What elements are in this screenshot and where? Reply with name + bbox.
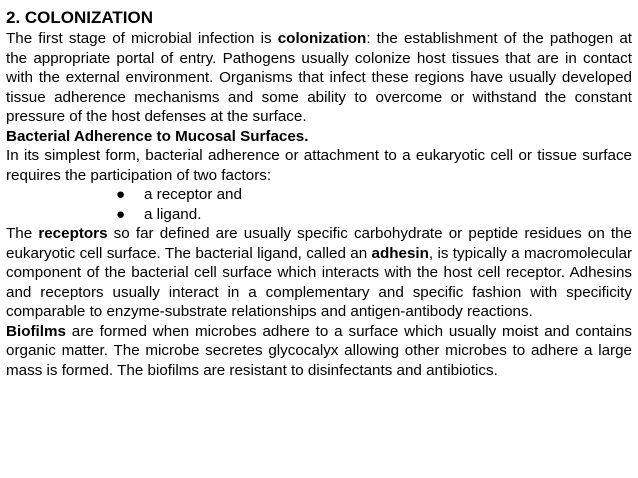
paragraph-colonization bbox=[6, 29, 632, 127]
term-adhesin: adhesin bbox=[371, 244, 429, 262]
paragraph-text: : the establishment of the pathogen at the appropriate portal of entry. Pathogens usually colonize host tissues that are in contact with the external environment. Organisms that infect these regions have usually developed tissue adherence mechanisms and some ability to overcome or withstand the constant pressure of the host defenses at the surface. bbox=[6, 30, 632, 125]
page-title: 2. COLONIZATION bbox=[6, 8, 154, 27]
section-heading: Bacterial Adherence to Mucosal Surfaces. bbox=[6, 127, 309, 145]
list-item bbox=[113, 205, 632, 225]
paragraph-text: so far defined are usually specific carbohydrate or peptide residues on the eukaryotic cell surface. The bacterial ligand, called an bbox=[6, 225, 633, 262]
paragraph-text: are formed when microbes adhere to a surface which usually moist and contains organic matter. The microbe secretes glycocalyx allowing other microbes to adhere a large mass is formed. The biofilms are resistant to disinfectants and antibiotics. bbox=[6, 322, 632, 379]
term-biofilms: Biofilms bbox=[6, 322, 66, 340]
list-item-text: a ligand. bbox=[144, 205, 202, 223]
list-item-text: a receptor and bbox=[144, 186, 242, 203]
bullet-icon: ● bbox=[116, 205, 126, 223]
list-item bbox=[113, 185, 632, 205]
paragraph-text: The first stage of microbial infection is bbox=[6, 30, 278, 47]
term-colonization: colonization bbox=[277, 30, 367, 47]
paragraph-biofilms bbox=[6, 322, 632, 381]
factor-list bbox=[6, 185, 632, 224]
paragraph-receptors bbox=[6, 224, 632, 322]
paragraph-text: , is typically a macromolecular component of the bacterial cell surface which interacts with the host cell receptor. Adhesins and receptors usually interact in a complementary and specific fashion with specificity comparable to enzyme-substrate relationships and antigen-antibody reactions. bbox=[6, 244, 633, 320]
term-receptors: receptors bbox=[38, 225, 108, 242]
paragraph-adherence: In its simplest form, bacterial adherence or attachment to a eukaryotic cell or tissue surface requires the participation of two factors: bbox=[6, 147, 632, 184]
document-page bbox=[6, 7, 632, 380]
paragraph-text: The bbox=[6, 225, 39, 242]
bullet-icon: ● bbox=[116, 186, 126, 203]
